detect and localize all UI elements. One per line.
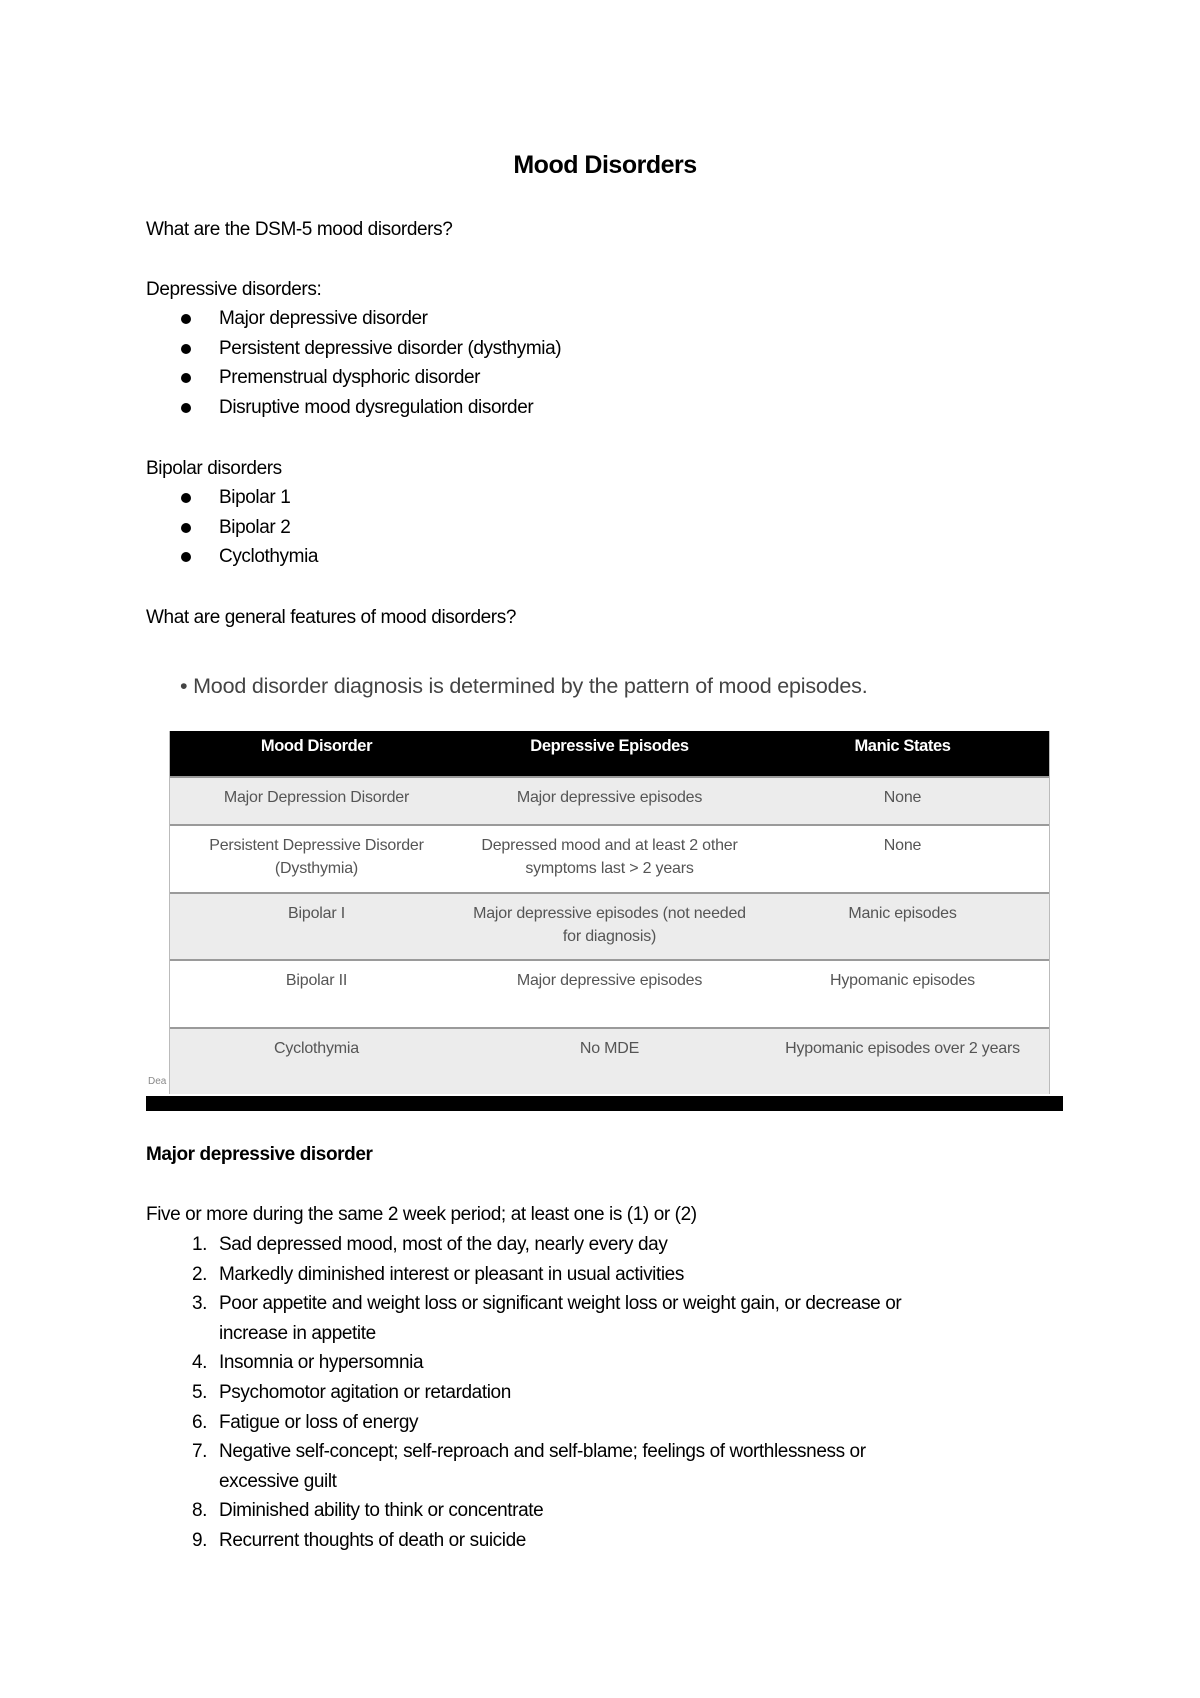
list-item: Disruptive mood dysregulation disorder (219, 397, 534, 418)
list-item: Premenstrual dysphoric disorder (219, 367, 481, 388)
bullet-icon (181, 314, 191, 324)
slide-bullet: • Mood disorder diagnosis is determined by the pattern of mood episodes. (180, 674, 868, 698)
table-cell: Hypomanic episodes (830, 972, 975, 989)
page-title: Mood Disorders (513, 151, 697, 179)
list-number: 9. (191, 1530, 207, 1551)
bullet-icon (181, 523, 191, 533)
table-cell: Major depressive episodes (516, 972, 703, 989)
list-item: Persistent depressive disorder (dysthymia) (219, 338, 562, 359)
question-features: What are general features of mood disorders? (146, 607, 516, 628)
list-number: 5. (191, 1382, 207, 1403)
table-row (170, 824, 1049, 892)
list-item: Bipolar 2 (219, 517, 291, 538)
table-cell: Bipolar II (285, 972, 348, 989)
list-item: Bipolar 1 (219, 487, 291, 508)
list-number: 7. (191, 1441, 207, 1463)
list-item: Fatigue or loss of energy (219, 1411, 419, 1433)
table-row (170, 776, 1049, 824)
list-number: 6. (191, 1411, 207, 1433)
table-cell: Major depressive episodes (516, 789, 703, 806)
bullet-icon (181, 403, 191, 413)
list-item: Sad depressed mood, most of the day, nearly every day (219, 1234, 668, 1255)
header-cell: Manic States (854, 737, 951, 755)
table-cell: Manic episodes (848, 905, 957, 922)
depressive-heading: Depressive disorders: (146, 279, 322, 300)
mood-disorder-table (169, 731, 1050, 1094)
list-number: 1. (191, 1234, 207, 1255)
header-cell: Depressive Episodes (530, 737, 689, 755)
mdd-heading: Major depressive disorder (146, 1144, 373, 1165)
bipolar-heading: Bipolar disorders (146, 458, 282, 479)
table-cell: Hypomanic episodes over 2 years (785, 1040, 1020, 1057)
table-cell: Persistent Depressive Disorder (Dysthymia) (209, 837, 424, 877)
list-item: Cyclothymia (219, 546, 319, 567)
list-number: 4. (191, 1352, 207, 1374)
table-cell: No MDE (579, 1040, 640, 1057)
slide-bottom-bar (146, 1096, 1063, 1111)
table-cell: Major Depression Disorder (223, 789, 410, 806)
bullet-icon (181, 344, 191, 354)
question-dsm5: What are the DSM-5 mood disorders? (146, 219, 453, 240)
list-item-continued: excessive guilt (219, 1470, 337, 1492)
table-row (170, 1027, 1049, 1094)
table-cell: Cyclothymia (274, 1040, 359, 1057)
list-item: Poor appetite and weight loss or significant weight loss or weight gain, or decrease or (219, 1293, 902, 1315)
list-item: Diminished ability to think or concentrate (219, 1500, 544, 1522)
slide-footer-fragment: Dea (148, 1076, 167, 1087)
list-item: Major depressive disorder (219, 308, 428, 329)
header-cell: Mood Disorder (260, 737, 373, 755)
list-item: Negative self-concept; self-reproach and self-blame; feelings of worthlessness or (219, 1441, 866, 1463)
mdd-intro: Five or more during the same 2 week period; at least one is (1) or (2) (146, 1204, 697, 1225)
table-cell: None (883, 837, 922, 854)
list-item: Insomnia or hypersomnia (219, 1352, 424, 1374)
table-cell: None (883, 789, 922, 806)
table-cell: Major depressive episodes (not needed for diagnosis) (473, 905, 746, 945)
bullet-icon (181, 373, 191, 383)
list-item: Recurrent thoughts of death or suicide (219, 1530, 526, 1551)
table-header (170, 731, 1049, 776)
list-number: 2. (191, 1263, 207, 1285)
list-number: 3. (191, 1293, 207, 1315)
list-number: 8. (191, 1500, 207, 1522)
table-cell: Depressed mood and at least 2 other symptoms last > 2 years (481, 837, 738, 877)
list-item-continued: increase in appetite (219, 1322, 376, 1344)
list-item: Markedly diminished interest or pleasant in usual activities (219, 1263, 684, 1285)
bullet-icon (181, 552, 191, 562)
list-item: Psychomotor agitation or retardation (219, 1382, 511, 1403)
table-row (170, 892, 1049, 959)
table-row (170, 959, 1049, 1027)
table-cell: Bipolar I (288, 905, 345, 922)
bullet-icon (181, 493, 191, 503)
